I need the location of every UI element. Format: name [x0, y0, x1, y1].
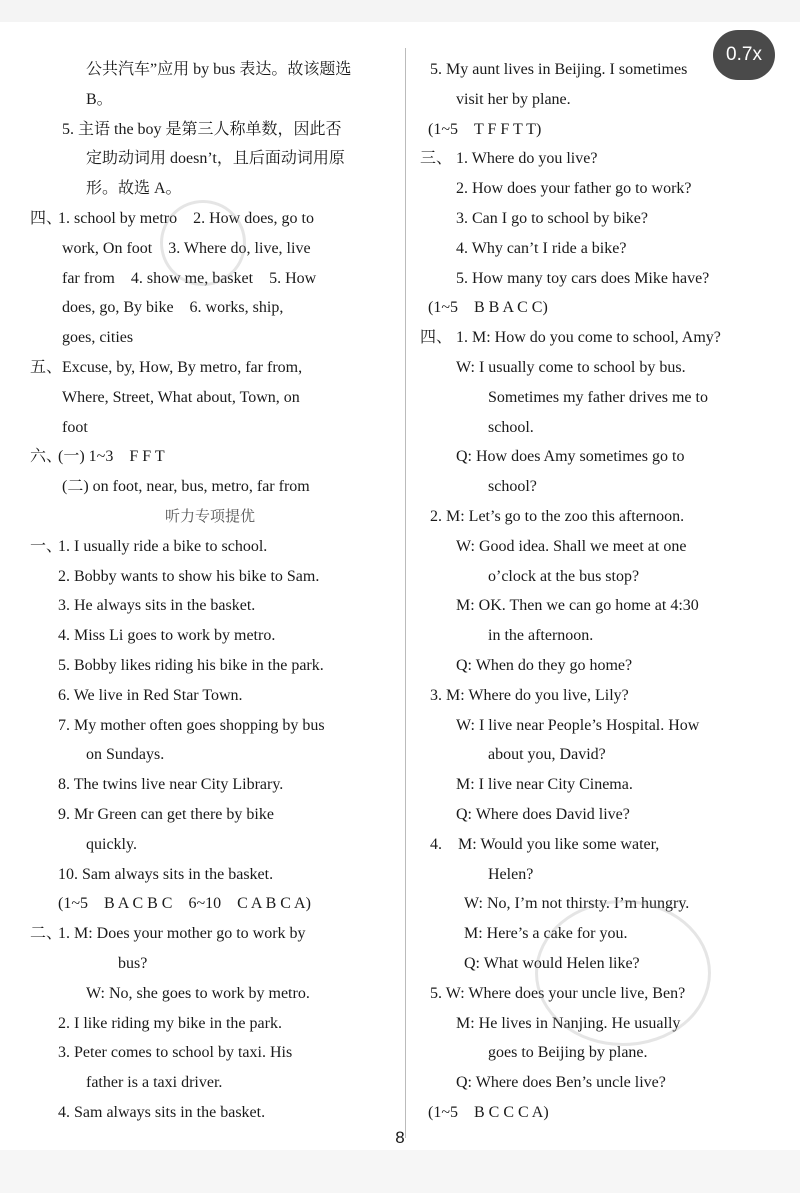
answer-text: (1~5 B C C C A) — [428, 1103, 549, 1121]
answer-line — [30, 144, 390, 174]
answer-line — [30, 711, 390, 741]
answer-line — [420, 323, 780, 353]
answer-line — [420, 55, 780, 85]
answer-line — [420, 770, 780, 800]
answer-line — [420, 1068, 780, 1098]
answer-text: M: Here’s a cake for you. — [464, 925, 628, 943]
answer-text: Q: Where does Ben’s uncle live? — [456, 1074, 666, 1092]
answer-text: W: I usually come to school by bus. — [456, 358, 686, 376]
answer-line — [30, 651, 390, 681]
answer-line — [30, 740, 390, 770]
answer-text: Helen? — [488, 865, 534, 883]
answer-line — [30, 591, 390, 621]
answer-line — [420, 264, 780, 294]
answer-text: Sometimes my father drives me to — [488, 388, 708, 406]
answer-text: Excuse, by, How, By metro, far from, — [62, 358, 303, 376]
answer-line — [420, 740, 780, 770]
watermark-stamp-large — [535, 900, 711, 1046]
answer-text: visit her by plane. — [456, 90, 571, 108]
answer-text: 1. M: How do you come to school, Amy? — [456, 329, 721, 347]
answer-line — [420, 532, 780, 562]
answer-line — [30, 889, 390, 919]
section-number: 四、 — [30, 209, 63, 227]
answer-text: on Sundays. — [86, 746, 165, 764]
section-number: 四、 — [420, 329, 453, 347]
answer-line — [30, 681, 390, 711]
answer-line — [420, 293, 780, 323]
answer-line — [30, 85, 390, 115]
answer-text: M: I live near City Cinema. — [456, 776, 633, 794]
answer-line — [30, 115, 390, 145]
answer-text: W: I live near People’s Hospital. How — [456, 716, 700, 734]
answer-text: goes, cities — [62, 329, 134, 347]
answer-line — [420, 502, 780, 532]
answer-text: 2. M: Let’s go to the zoo this afternoon. — [430, 507, 685, 525]
answer-text: 10. Sam always sits in the basket. — [58, 865, 274, 883]
answer-text: o’clock at the bus stop? — [488, 567, 640, 585]
answer-line — [420, 1098, 780, 1128]
section-number: 五、 — [30, 358, 63, 376]
answer-line — [30, 353, 390, 383]
answer-line — [420, 651, 780, 681]
answer-line — [30, 949, 390, 979]
answer-line — [420, 860, 780, 890]
answer-text: (1~5 B B A C C) — [428, 299, 548, 317]
answer-text: W: No, she goes to work by metro. — [86, 984, 310, 1002]
answer-text: 4. Miss Li goes to work by metro. — [58, 627, 276, 645]
answer-text: school? — [488, 478, 537, 496]
answer-line — [30, 860, 390, 890]
answer-text: Q: Where does David live? — [456, 805, 630, 823]
section-number: 一、 — [30, 537, 63, 555]
answer-text: 5. How many toy cars does Mike have? — [456, 269, 710, 287]
zoom-level-badge[interactable]: 0.7x — [713, 30, 775, 80]
answer-text: M: OK. Then we can go home at 4:30 — [456, 597, 699, 615]
answer-line — [30, 383, 390, 413]
answer-line — [30, 1038, 390, 1068]
answer-line — [420, 144, 780, 174]
answer-text: 5. W: Where does your uncle live, Ben? — [430, 984, 686, 1002]
answer-line — [30, 472, 390, 502]
answer-text: Q: What would Helen like? — [464, 954, 640, 972]
answer-text: foot — [62, 418, 88, 436]
answer-text: in the afternoon. — [488, 627, 594, 645]
answer-text: quickly. — [86, 835, 137, 853]
answer-line — [420, 234, 780, 264]
answer-text: 4. M: Would you like some water, — [430, 835, 660, 853]
answer-text: 3. He always sits in the basket. — [58, 597, 256, 615]
answer-line — [30, 174, 390, 204]
answer-line — [420, 353, 780, 383]
answer-line — [30, 919, 390, 949]
answer-text: 5. 主语 the boy 是第三人称单数，因此否 — [62, 120, 342, 138]
answer-line — [30, 413, 390, 443]
answer-line — [30, 323, 390, 353]
answer-text: 定助动词用 doesn’t，且后面动词用原 — [86, 150, 345, 168]
answer-text: father is a taxi driver. — [86, 1074, 223, 1092]
answer-line — [420, 442, 780, 472]
answer-text: 6. We live in Red Star Town. — [58, 686, 243, 704]
answer-text: Q: How does Amy sometimes go to — [456, 448, 685, 466]
answer-text: school. — [488, 418, 534, 436]
answer-line — [30, 562, 390, 592]
answer-text: (二) on foot, near, bus, metro, far from — [62, 478, 310, 496]
answer-text: Q: When do they go home? — [456, 656, 633, 674]
answer-text: W: Good idea. Shall we meet at one — [456, 537, 687, 555]
answer-line — [420, 830, 780, 860]
section-number: 二、 — [30, 925, 63, 943]
answer-text: 3. M: Where do you live, Lily? — [430, 686, 629, 704]
answer-text: 形。故选 A。 — [86, 180, 182, 198]
answer-text: 2. I like riding my bike in the park. — [58, 1014, 282, 1032]
watermark-stamp-small — [160, 200, 246, 286]
answer-text: 9. Mr Green can get there by bike — [58, 805, 274, 823]
answer-text: (1~5 T F F T T) — [428, 120, 542, 138]
answer-line — [420, 115, 780, 145]
answer-line — [30, 55, 390, 85]
answer-text: bus? — [118, 954, 148, 972]
answer-text: 1. Where do you live? — [456, 150, 598, 168]
answer-text: goes to Beijing by plane. — [488, 1044, 648, 1062]
answer-text: 3. Can I go to school by bike? — [456, 209, 648, 227]
answer-line — [30, 293, 390, 323]
answer-line — [30, 1098, 390, 1128]
section-number: 六、 — [30, 448, 63, 466]
answer-text: M: He lives in Nanjing. He usually — [456, 1014, 681, 1032]
answer-text: Where, Street, What about, Town, on — [62, 388, 300, 406]
answer-line — [420, 800, 780, 830]
answer-line — [420, 621, 780, 651]
answer-text: W: No, I’m not thirsty. I’m hungry. — [464, 895, 690, 913]
answer-line — [420, 711, 780, 741]
answer-line — [420, 681, 780, 711]
answer-line — [420, 85, 780, 115]
answer-text: 2. Bobby wants to show his bike to Sam. — [58, 567, 320, 585]
answer-line — [30, 979, 390, 1009]
answer-text: B。 — [86, 90, 113, 108]
answer-text: 7. My mother often goes shopping by bus — [58, 716, 325, 734]
answer-text: 1. M: Does your mother go to work by — [58, 925, 306, 943]
answer-text: (1~5 B A C B C 6~10 C A B C A) — [58, 895, 311, 913]
answer-text: about you, David? — [488, 746, 606, 764]
answer-text: does, go, By bike 6. works, ship, — [62, 299, 284, 317]
answer-text: 5. My aunt lives in Beijing. I sometimes — [430, 61, 688, 78]
answer-text: 1. I usually ride a bike to school. — [58, 537, 268, 555]
footer-band — [0, 1150, 800, 1193]
answer-line — [420, 562, 780, 592]
answer-line — [420, 204, 780, 234]
answer-line — [30, 770, 390, 800]
answer-text: 2. How does your father go to work? — [456, 180, 692, 198]
answer-text: 8. The twins live near City Library. — [58, 776, 284, 794]
answer-line — [30, 621, 390, 651]
answer-line — [420, 472, 780, 502]
answer-line — [30, 830, 390, 860]
answer-text: work, On foot 3. Where do, live, live — [62, 239, 311, 257]
top-bar — [0, 0, 800, 22]
answer-text: far from 4. show me, basket 5. How — [62, 269, 317, 287]
answer-line — [420, 413, 780, 443]
answer-line — [30, 800, 390, 830]
column-divider — [405, 48, 406, 1138]
answer-text: 1. school by metro 2. How does, go to — [58, 209, 314, 227]
answer-line — [420, 383, 780, 413]
section-number: 三、 — [420, 150, 453, 168]
answer-line — [30, 1068, 390, 1098]
section-heading: 听力专项提优 — [164, 506, 255, 525]
answer-line — [30, 532, 390, 562]
page-number: 8 — [395, 1128, 405, 1147]
answer-line — [420, 174, 780, 204]
answer-text: 5. Bobby likes riding his bike in the park. — [58, 656, 324, 674]
answer-text: 4. Sam always sits in the basket. — [58, 1103, 266, 1121]
answer-text: 4. Why can’t I ride a bike? — [456, 239, 627, 257]
answer-text: (一) 1~3 F F T — [58, 448, 165, 466]
answer-text: 公共汽车”应用 by bus 表达。故该题选 — [86, 61, 352, 78]
answer-text: 3. Peter comes to school by taxi. His — [58, 1044, 293, 1062]
answer-line — [30, 1009, 390, 1039]
answer-line — [420, 591, 780, 621]
answer-line — [30, 442, 390, 472]
